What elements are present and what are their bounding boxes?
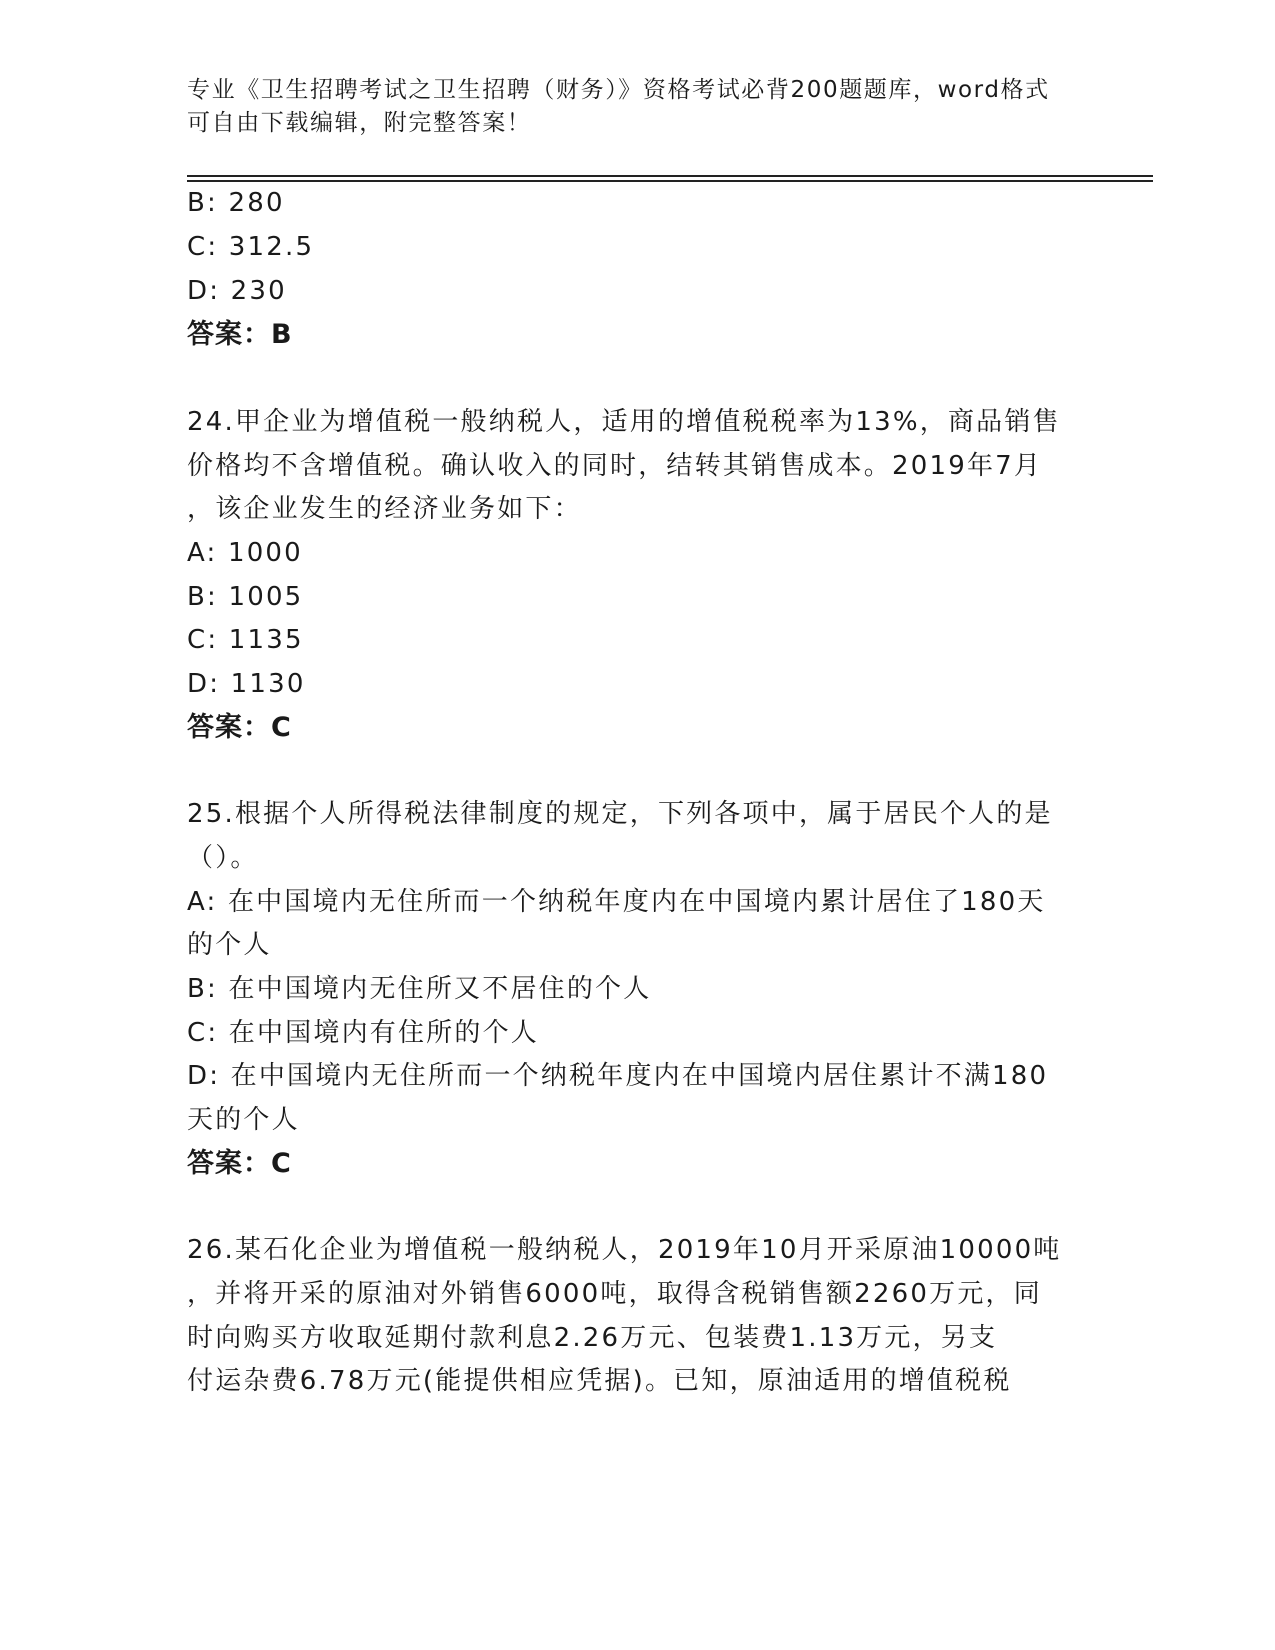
q23-option-b: B: 280 xyxy=(187,188,285,218)
q25-stem-line-2: （）。 xyxy=(187,843,259,873)
header-divider-bottom xyxy=(187,180,1153,182)
q24-option-a: A: 1000 xyxy=(187,538,303,568)
q24-option-b: B: 1005 xyxy=(187,582,304,612)
q24-stem-line-3: ，该企业发生的经济业务如下： xyxy=(187,494,582,524)
q24-option-c: C: 1135 xyxy=(187,625,304,655)
q25-option-d-line-1: D: 在中国境内无住所而一个纳税年度内在中国境内居住累计不满180 xyxy=(187,1061,1049,1091)
header-title-line-2: 可自由下载编辑，附完整答案！ xyxy=(187,110,532,136)
q24-stem-line-1: 24.甲企业为增值税一般纳税人，适用的增值税税率为13%，商品销售 xyxy=(187,407,1061,437)
q24-stem-line-2: 价格均不含增值税。确认收入的同时，结转其销售成本。2019年7月 xyxy=(187,451,1043,481)
header-title-line-1: 专业《卫生招聘考试之卫生招聘（财务）》资格考试必背200题题库，word格式 xyxy=(187,77,1050,103)
q23-option-c: C: 312.5 xyxy=(187,232,315,262)
q24-answer: 答案：C xyxy=(187,712,292,743)
document-header xyxy=(187,74,1067,140)
q24-option-d: D: 1130 xyxy=(187,669,306,699)
q26-stem-line-2: ，并将开采的原油对外销售6000吨，取得含税销售额2260万元，同 xyxy=(187,1279,1042,1309)
q25-option-a-line-1: A: 在中国境内无住所而一个纳税年度内在中国境内累计居住了180天 xyxy=(187,887,1046,917)
q25-stem-line-1: 25.根据个人所得税法律制度的规定，下列各项中，属于居民个人的是 xyxy=(187,799,1053,829)
q26-stem-line-4: 付运杂费6.78万元(能提供相应凭据)。已知，原油适用的增值税税 xyxy=(187,1366,1012,1396)
q25-option-c: C: 在中国境内有住所的个人 xyxy=(187,1018,539,1048)
q26-stem-line-1: 26.某石化企业为增值税一般纳税人，2019年10月开采原油10000吨 xyxy=(187,1235,1062,1265)
header-divider-top xyxy=(187,175,1153,177)
q25-option-b: B: 在中国境内无住所又不居住的个人 xyxy=(187,974,652,1004)
q23-option-d: D: 230 xyxy=(187,276,287,306)
q25-option-d-line-2: 天的个人 xyxy=(187,1105,300,1135)
q25-option-a-line-2: 的个人 xyxy=(187,930,272,960)
q26-stem-line-3: 时向购买方收取延期付款利息2.26万元、包装费1.13万元，另支 xyxy=(187,1323,998,1353)
q23-answer: 答案：B xyxy=(187,319,293,350)
q25-answer: 答案：C xyxy=(187,1148,292,1179)
